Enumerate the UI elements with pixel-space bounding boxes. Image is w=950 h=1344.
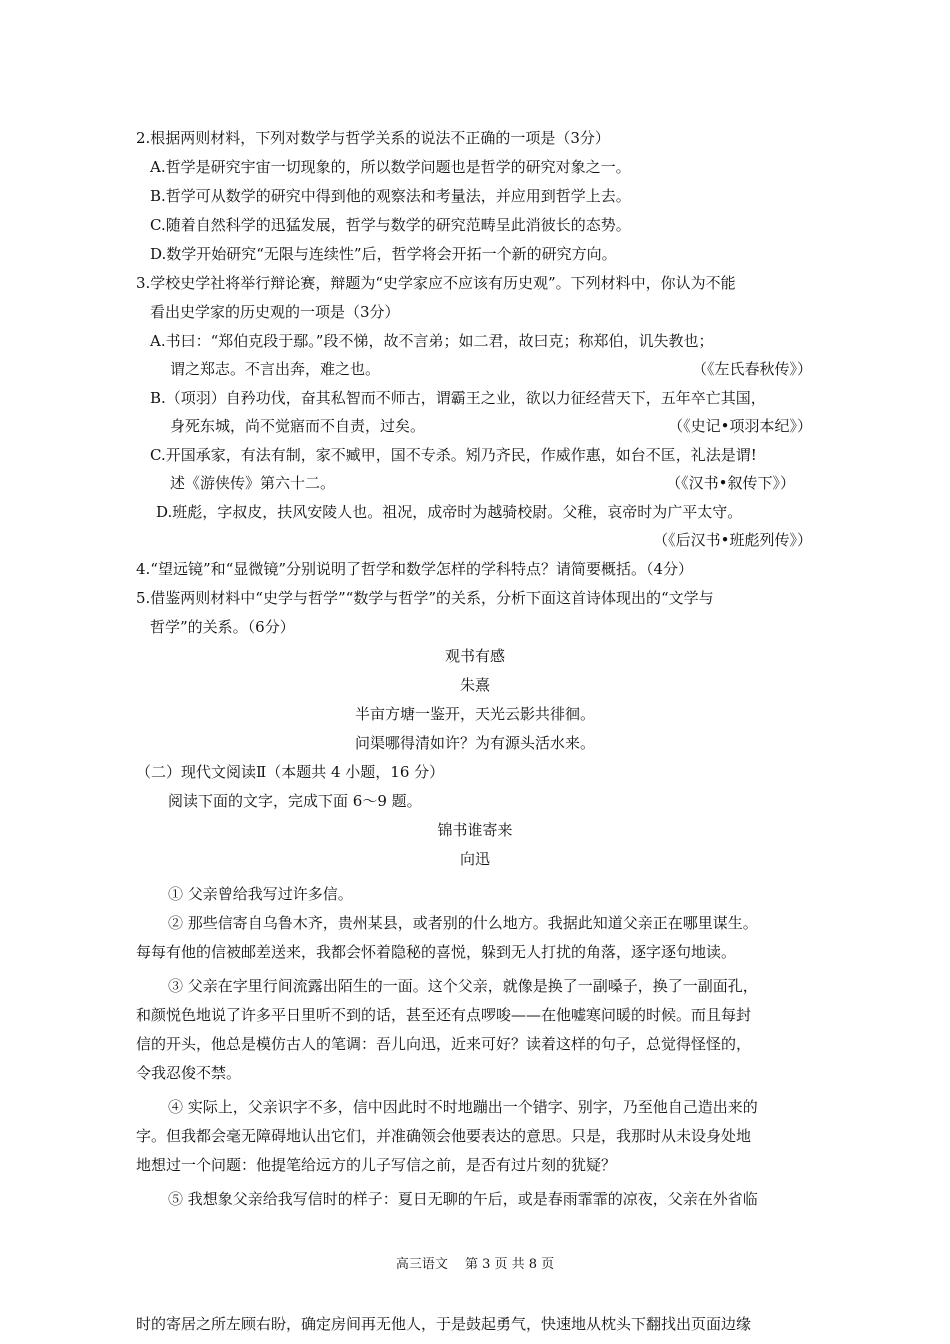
question-5-stem-line1: 5.借鉴两则材料中“史学与哲学”“数学与哲学”的关系，分析下面这首诗体现出的“文学与 — [136, 589, 714, 607]
q2-option-c: C.随着自然科学的迅猛发展，哲学与数学的研究范畴呈此消彼长的态势。 — [150, 216, 631, 234]
q3-option-c-source: （《汉书•叙传下》） — [666, 474, 795, 492]
poem-author: 朱熹 — [459, 676, 490, 694]
q3-option-c-line2: 述《游侠传》第六十二。 — [170, 474, 336, 492]
article-title: 锦书谁寄来 — [437, 821, 513, 839]
q3-option-b-line1: B.（项羽）自矜功伐，奋其私智而不师古，谓霸王之业，欲以力征经营天下，五年卒亡其国， — [150, 389, 766, 407]
question-3-stem-line2: 看出史学家的历史观的一项是（3分） — [150, 303, 400, 321]
poem-title: 观书有感 — [444, 647, 505, 665]
question-3-stem-line1: 3.学校史学社将举行辩论赛，辩题为“史学家应不应该有历史观”。下列材料中，你认为不能 — [136, 274, 736, 292]
q3-option-b-line2: 身死东城，尚不觉寤而不自责，过矣。 — [170, 417, 426, 435]
paragraph-3-line3: 信的开头，他总是模仿古人的笔调：吾儿向迅，近来可好？读着这样的句子，总觉得怪怪的， — [136, 1035, 752, 1053]
q3-option-d-source: （《后汉书•班彪列传》） — [653, 531, 812, 549]
paragraph-4-line2: 字。但我都会毫无障碍地认出它们，并准确领会他要表达的意思。只是，我那时从未设身处地 — [136, 1127, 752, 1145]
paragraph-3-line2: 和颜悦色地说了许多平日里听不到的话，甚至还有点啰唆——在他嘘寒问暖的时候。而且每封 — [136, 1006, 752, 1024]
paragraph-2-line1: ② 那些信寄自乌鲁木齐，贵州某县，或者别的什么地方。我据此知道父亲正在哪里谋生。 — [168, 914, 758, 932]
paragraph-5-line1: ⑤ 我想象父亲给我写信时的样子：夏日无聊的午后，或是春雨霏霏的凉夜，父亲在外省临 — [168, 1190, 758, 1208]
paragraph-2-line2: 每每有他的信被邮差送来，我都会怀着隐秘的喜悦，躲到无人打扰的角落，逐字逐句地读。 — [136, 943, 737, 961]
q3-option-a-line2: 谓之郑志。不言出奔，难之也。 — [170, 360, 381, 378]
q3-option-d-line1: D.班彪，字叔皮，扶风安陵人也。祖况，成帝时为越骑校尉。父稚，哀帝时为广平太守。 — [156, 503, 743, 521]
q3-option-a-source: （《左氏春秋传》） — [691, 360, 812, 378]
paragraph-5-line2: 时的寄居之所左顾右盼，确定房间再无他人，于是鼓起勇气，快速地从枕头下翻找出页面边缘 — [136, 1315, 752, 1333]
poem-line-2: 问渠哪得清如许？为有源头活水来。 — [354, 734, 595, 752]
q3-option-c-line1: C.开国承家，有法有制，家不臧甲，国不专杀。矧乃齐民，作威作惠，如台不匡，礼法是谓! — [150, 446, 757, 464]
question-5-stem-line2: 哲学”的关系。（6分） — [150, 618, 295, 636]
q2-option-d: D.数学开始研究“无限与连续性”后，哲学将会开拓一个新的研究方向。 — [150, 245, 617, 263]
question-2-stem: 2.根据两则材料，下列对数学与哲学关系的说法不正确的一项是（3分） — [136, 129, 610, 147]
paragraph-4-line3: 地想过一个问题：他提笔给远方的儿子写信之前，是否有过片刻的犹疑？ — [136, 1156, 617, 1174]
poem-line-1: 半亩方塘一鉴开，天光云影共徘徊。 — [354, 705, 595, 723]
paragraph-3-line4: 令我忍俊不禁。 — [136, 1064, 242, 1082]
page-footer: 高三语文 第 3 页 共 8 页 — [395, 1257, 555, 1272]
section-instruction: 阅读下面的文字，完成下面 6～9 题。 — [168, 792, 422, 810]
section-heading: （二）现代文阅读Ⅱ（本题共 4 小题，16 分） — [136, 763, 445, 781]
question-4: 4.“望远镜”和“显微镜”分别说明了哲学和数学怎样的学科特点？请简要概括。（4分） — [136, 560, 694, 578]
q2-option-a: A.哲学是研究宇宙一切现象的，所以数学问题也是哲学的研究对象之一。 — [150, 158, 631, 176]
q3-option-a-line1: A.书曰：“郑伯克段于鄢。”段不悌，故不言弟；如二君，故曰克；称郑伯，讥失教也； — [150, 332, 714, 350]
paragraph-3-line1: ③ 父亲在字里行间流露出陌生的一面。这个父亲，就像是换了一副嗓子，换了一副面孔， — [168, 977, 758, 995]
q2-option-b: B.哲学可从数学的研究中得到他的观察法和考量法，并应用到哲学上去。 — [150, 187, 631, 205]
article-author: 向迅 — [459, 850, 490, 868]
q3-option-b-source: （《史记•项羽本纪》） — [668, 417, 812, 435]
paragraph-1: ① 父亲曾给我写过许多信。 — [168, 885, 353, 903]
paragraph-4-line1: ④ 实际上，父亲识字不多，信中因此时不时地蹦出一个错字、别字，乃至他自己造出来的 — [168, 1098, 758, 1116]
